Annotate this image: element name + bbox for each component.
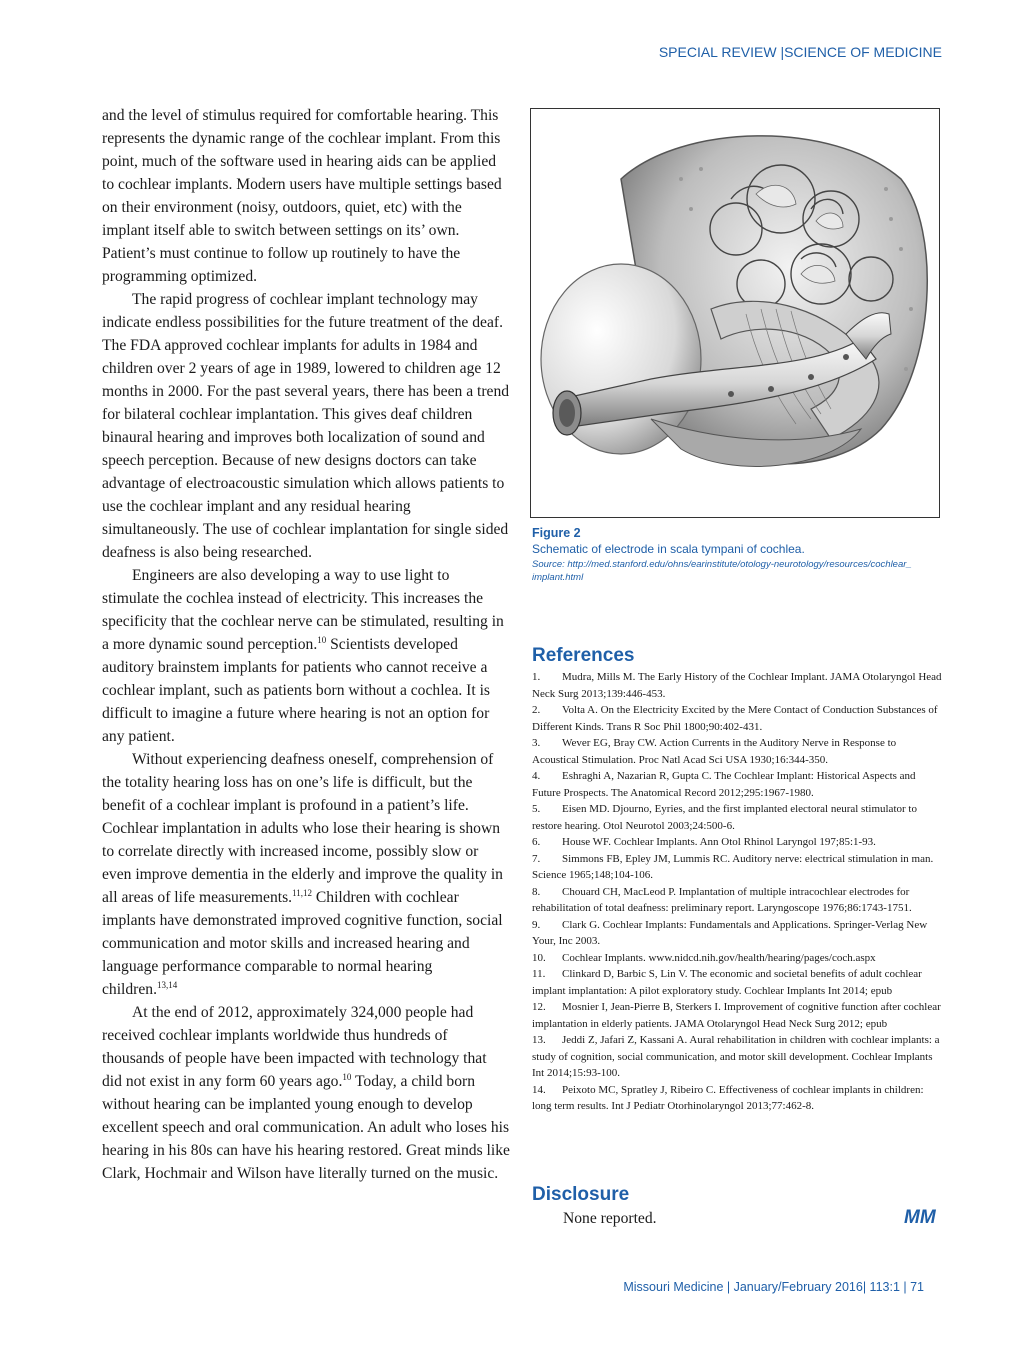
disclosure-heading: Disclosure [532,1184,630,1205]
citation-sup: 10 [342,1071,352,1082]
reference-text: House WF. Cochlear Implants. Ann Otol Rhinol Laryngol 197;85:1-93. [562,836,876,848]
reference-item [532,801,942,834]
reference-text: Eisen MD. Djourno, Eyries, and the first implanted electoral neural stimulator to restore hearing. Otol Neurotol 2003;24:500-6. [532,803,917,832]
journal-logo: MM [904,1207,936,1228]
figure-title: Figure 2 [532,526,581,540]
reference-text: Cochlear Implants. www.nidcd.nih.gov/health/hearing/pages/coch.aspx [562,951,876,964]
reference-item [532,1082,942,1115]
paragraph-5-text-b: Today, a child born without hearing can be implanted young enough to develop excellent speech and oral communication. An adult who loses his hearing in his 80s can have his hearing restored. Great minds like Clark, Hochmair and Wilson have literally turned on the music. [102,1073,510,1182]
reference-item [532,735,942,768]
reference-item [532,917,942,950]
paragraph-4-text-a: Without experiencing deafness oneself, comprehension of the totality hearing loss has on one’s life is difficult, but the benefit of a cochlear implant is profound in a patient’s life. Cochlear implantation in adults who lose their hearing is shown to correlate directly with increased income, possibly slow or even improve dementia in the elderly and improve the quality in all areas of life measurements. [102,751,503,906]
reference-number: 10. [532,951,546,964]
figure-2-image [530,108,940,518]
reference-item [532,966,942,999]
reference-item [532,884,942,917]
reference-number: 14. [532,1083,546,1096]
reference-number: 11. [532,968,546,980]
reference-number: 9. [532,918,541,931]
paragraph-3-text-b: Scientists developed auditory brainstem implants for patients who cannot receive a cochlear implant, such as patients born without a cochlea. It is difficult to imagine a future where hearing is not an option for any patient. [102,636,490,745]
reference-number: 3. [532,737,541,749]
reference-number: 4. [532,770,541,782]
reference-text: Wever EG, Bray CW. Action Currents in the Auditory Nerve in Response to Acoustical Stimulation. Proc Natl Acad Sci USA 1930;16:344-350. [532,737,897,766]
reference-text: Chouard CH, MacLeod P. Implantation of multiple intracochlear electrodes for rehabilitation of total deafness: preliminary report. Laryngoscope 1976;86:1743-1751. [532,885,912,914]
reference-text: Clinkard D, Barbic S, Lin V. The economic and societal benefits of adult cochlear implant implantation: A pilot exploratory study. Cochlear Implants Int 2014; epub [532,968,922,997]
reference-item [532,702,942,735]
reference-number: 5. [532,803,541,815]
reference-text: Mudra, Mills M. The Early History of the Cochlear Implant. JAMA Otolaryngol Head Neck Surg 2013;139:446-453. [532,671,942,700]
citation-sup: 13,14 [157,979,178,990]
cochlea-electrode-illustration [531,109,939,517]
reference-text: Peixoto MC, Spratley J, Ribeiro C. Effectiveness of cochlear implants in children: long term results. Int J Pediatr Otorhinolaryngol 2013;77:462-8. [532,1083,924,1112]
reference-text: Eshraghi A, Nazarian R, Gupta C. The Cochlear Implant: Historical Aspects and Future Prospects. The Anatomical Record 2012;295:1967-1980. [532,770,916,799]
paragraph-3 [102,564,510,748]
reference-number: 1. [532,671,541,683]
reference-text: Jeddi Z, Jafari Z, Kassani A. Aural rehabilitation in children with cochlear implants: a study of cognition, social communication, and motor skill development. Cochlear Implants Int 2014;15:93-100. [532,1034,940,1079]
reference-number: 8. [532,885,541,898]
article-body [102,104,510,1185]
paragraph-2: The rapid progress of cochlear implant technology may indicate endless possibilities for the future treatment of the deaf. The FDA approved cochlear implants for adults in 1984 and children over 2 years of age in 1989, lowered to children age 12 months in 2000. For the past several years, there has been a trend for bilateral cochlear implantation. This gives deaf children binaural hearing and improves both localization of sound and speech perception. Because of new designs doctors can take advantage of electroacoustic simulation which allows patients to use the cochlear implant and any residual hearing simultaneously. The use of cochlear implantation for single sided deafness is also being researched. [102,291,510,561]
reference-text: Simmons FB, Epley JM, Lummis RC. Auditory nerve: electrical stimulation in man. Science 1965;148;104-106. [532,852,934,881]
paragraph-4 [102,748,510,1001]
reference-item [532,834,942,851]
figure-description: Schematic of electrode in scala tympani of cochlea. [532,542,805,556]
references-list [532,669,942,1115]
reference-text: Clark G. Cochlear Implants: Fundamentals and Applications. Springer-Verlag New Your, Inc 2003. [532,918,928,947]
reference-item [532,1032,942,1082]
reference-item [532,999,942,1032]
reference-number: 13. [532,1034,546,1046]
paragraph-3-text-a: Engineers are also developing a way to use light to stimulate the cochlea instead of electricity. This increases the specificity that the cochlear nerve can be stimulated, resulting in a more dynamic sound perception. [102,567,504,653]
references-heading: References [532,645,635,666]
running-header: SPECIAL REVIEW |SCIENCE OF MEDICINE [658,44,942,60]
paragraph-5-text-a: At the end of 2012, approximately 324,000 people had received cochlear implants worldwide thus hundreds of thousands of people have been impacted with technology that did not exist in any form 60 years ago. [102,1004,487,1090]
figure-caption [532,526,942,584]
reference-number: 2. [532,704,541,716]
citation-sup: 11,12 [292,887,312,898]
reference-text: Volta A. On the Electricity Excited by the Mere Contact of Conduction Substances of Different Kinds. Trans R Soc Phil 1800;90:402-431. [532,704,938,733]
page-footer: Missouri Medicine | January/February 2016| 113:1 | 71 [623,1280,924,1294]
paragraph-5 [102,1001,510,1185]
paragraph-1: and the level of stimulus required for comfortable hearing. This represents the dynamic range of the cochlear implant. From this point, much of the software used in hearing aids can be applied to cochlear implants. Modern users have multiple settings based on their environment (noisy, outdoors, quiet, etc) with the implant itself able to switch between settings on its’ own. Patient’s must continue to follow up routinely to have the programming optimized. [102,107,502,285]
figure-source: Source: http://med.stanford.edu/ohns/earinstitute/otology-neurotology/resources/cochlear_ implant.html [532,559,912,583]
reference-item [532,950,942,967]
reference-item [532,669,942,702]
reference-item [532,768,942,801]
reference-item [532,851,942,884]
reference-text: Mosnier I, Jean-Pierre B, Sterkers I. Improvement of cognitive function after cochlear implantation in elderly patients. JAMA Otolaryngol Head Neck Surg 2012; epub [532,1001,941,1030]
citation-sup: 10 [317,634,327,645]
reference-number: 7. [532,852,541,865]
paragraph-4-text-b: Children with cochlear implants have demonstrated improved cognitive function, social communication and motor skills and increased hearing and language performance comparable to normal hearing children. [102,889,503,998]
disclosure-text: None reported. [563,1210,657,1227]
reference-number: 12. [532,1001,546,1013]
reference-number: 6. [532,836,541,848]
